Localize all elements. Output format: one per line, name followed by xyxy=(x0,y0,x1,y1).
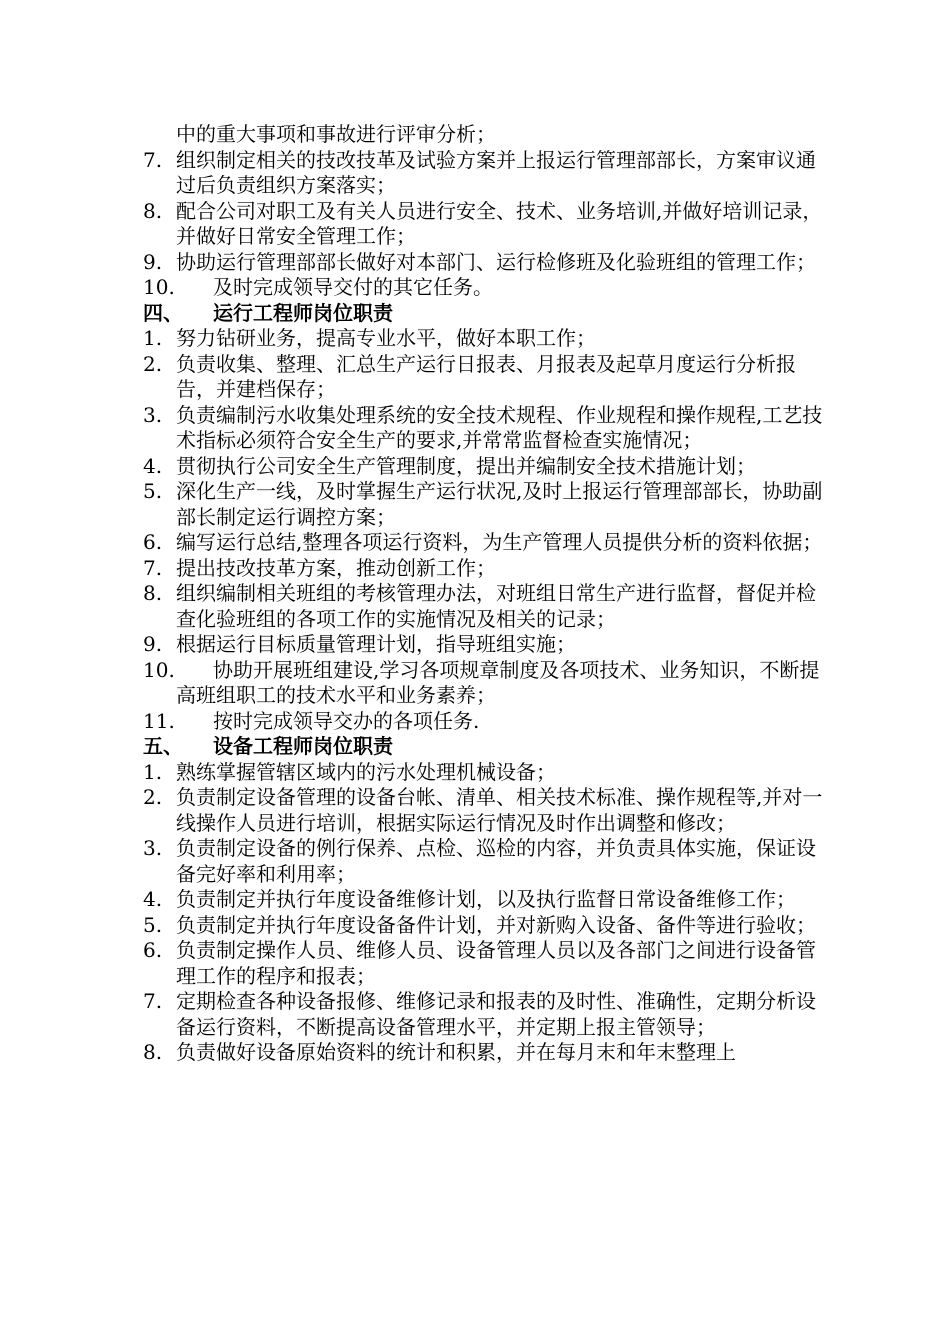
item-text: 负责制定设备管理的设备台帐、清单、相关技术标准、操作规程等,并对一线操作人员进行培训，根据实际运行情况及时作出调整和修改； xyxy=(176,785,823,835)
list-item xyxy=(143,479,823,530)
item-text: 协助开展班组建设,学习各项规章制度及各项技术、业务知识，不断提高班组职工的技术水平和业务素养； xyxy=(176,657,820,707)
list-item xyxy=(143,938,823,989)
item-number: 10. xyxy=(143,275,175,299)
item-number: 1. xyxy=(143,326,163,350)
item-text: 努力钻研业务，提高专业水平，做好本职工作； xyxy=(176,326,596,350)
item-number: 6. xyxy=(143,530,163,554)
list-item xyxy=(143,989,823,1040)
list-item xyxy=(143,581,823,632)
item-number: 4. xyxy=(143,453,163,478)
item-number: 9. xyxy=(143,632,163,656)
item-text: 深化生产一线，及时掌握生产运行状况,及时上报运行管理部部长，协助副部长制定运行调控方案； xyxy=(176,479,823,529)
item-text: 定期检查各种设备报修、维修记录和报表的及时性、准确性，定期分析设备运行资料，不断提高设备管理水平，并定期上报主管领导； xyxy=(176,989,816,1039)
item-text: 配合公司对职工及有关人员进行安全、技术、业务培训,并做好培训记录，并做好日常安全管理工作； xyxy=(176,198,823,248)
item-number: 7. xyxy=(143,989,163,1013)
list-item xyxy=(143,454,823,480)
section-title: 运行工程师岗位职责 xyxy=(213,300,393,325)
section-number: 五、 xyxy=(143,734,183,758)
item-text: 根据运行目标质量管理计划，指导班组实施； xyxy=(176,632,576,656)
section-heading xyxy=(143,301,823,327)
list-item xyxy=(143,836,823,887)
item-number: 5. xyxy=(143,479,163,503)
item-text: 按时完成领导交办的各项任务. xyxy=(213,708,480,733)
item-number: 2. xyxy=(143,785,163,809)
item-text: 负责制定操作人员、维修人员、设备管理人员以及各部门之间进行设备管理工作的程序和报表； xyxy=(176,938,816,988)
list-item xyxy=(143,658,823,709)
item-number: 8. xyxy=(143,1040,163,1064)
item-number: 11. xyxy=(143,708,175,733)
list-item xyxy=(143,760,823,786)
item-text: 负责制定并执行年度设备备件计划，并对新购入设备、备件等进行验收； xyxy=(176,912,816,937)
item-number: 1. xyxy=(143,759,163,784)
section-number: 四、 xyxy=(143,300,183,325)
item-text: 负责收集、整理、汇总生产运行日报表、月报表及起草月度运行分析报告，并建档保存； xyxy=(176,351,796,401)
section-heading xyxy=(143,734,823,760)
list-item xyxy=(143,1040,823,1066)
item-text: 组织编制相关班组的考核管理办法，对班组日常生产进行监督，督促并检查化验班组的各项工作的实施情况及相关的记录； xyxy=(176,581,816,631)
item-text: 组织制定相关的技改技革及试验方案并上报运行管理部部长，方案审议通过后负责组织方案落实； xyxy=(176,147,816,197)
continued-text: 中的重大事项和事故进行评审分析； xyxy=(176,122,496,146)
item-number: 3. xyxy=(143,402,163,427)
item-number: 9. xyxy=(143,249,163,274)
list-item xyxy=(143,632,823,658)
section-title: 设备工程师岗位职责 xyxy=(213,734,393,758)
list-item xyxy=(143,148,823,199)
list-item xyxy=(143,709,823,735)
list-item xyxy=(143,250,823,276)
item-number: 6. xyxy=(143,938,163,962)
item-number: 7. xyxy=(143,147,163,172)
list-item xyxy=(143,530,823,556)
item-text: 协助运行管理部部长做好对本部门、运行检修班及化验班组的管理工作； xyxy=(176,249,816,274)
item-number: 4. xyxy=(143,887,163,911)
item-text: 贯彻执行公司安全生产管理制度，提出并编制安全技术措施计划； xyxy=(176,453,756,478)
item-number: 8. xyxy=(143,581,163,605)
list-item xyxy=(143,887,823,913)
list-item xyxy=(143,913,823,939)
item-text: 负责制定并执行年度设备维修计划，以及执行监督日常设备维修工作； xyxy=(176,887,796,911)
list-item xyxy=(143,199,823,250)
item-text: 负责制定设备的例行保养、点检、巡检的内容，并负责具体实施，保证设备完好率和利用率； xyxy=(176,836,816,886)
item-number: 2. xyxy=(143,351,163,376)
item-text: 熟练掌握管辖区域内的污水处理机械设备； xyxy=(176,759,556,784)
list-item xyxy=(143,275,823,301)
item-number: 8. xyxy=(143,198,163,223)
item-number: 3. xyxy=(143,836,163,860)
item-number: 10. xyxy=(143,657,175,682)
document-body xyxy=(143,122,823,1066)
item-text: 负责编制污水收集处理系统的安全技术规程、作业规程和操作规程,工艺技术指标必须符合安全生产的要求,并常常监督检查实施情况； xyxy=(176,402,823,452)
list-item xyxy=(143,403,823,454)
list-item xyxy=(143,785,823,836)
item-number: 5. xyxy=(143,912,163,937)
item-text: 负责做好设备原始资料的统计和积累，并在每月末和年末整理上 xyxy=(176,1040,736,1064)
list-item xyxy=(143,326,823,352)
list-item xyxy=(143,352,823,403)
item-text: 提出技改技革方案，推动创新工作； xyxy=(176,555,496,580)
item-text: 编写运行总结,整理各项运行资料，为生产管理人员提供分析的资料依据； xyxy=(176,530,823,554)
item-text: 及时完成领导交付的其它任务。 xyxy=(213,275,493,299)
item-number: 7. xyxy=(143,555,163,580)
list-item xyxy=(143,556,823,582)
